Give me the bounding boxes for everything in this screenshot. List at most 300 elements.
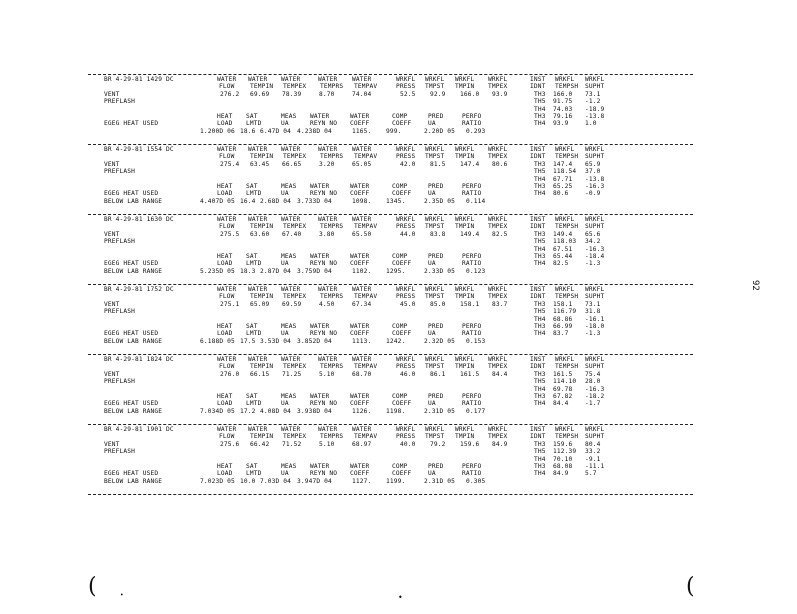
- col-header: WATER: [281, 356, 301, 363]
- col-header: SAT: [246, 113, 258, 120]
- col-header: WATER: [281, 76, 301, 83]
- col-header: WATER: [350, 463, 370, 470]
- col-subheader: TEMPIN: [250, 363, 274, 371]
- col-header: WATER: [310, 323, 330, 330]
- data-value: 44.0: [400, 230, 416, 238]
- inst-value: TH5: [534, 238, 546, 246]
- data-value: 69.59: [282, 300, 302, 308]
- data-value: 1102.: [352, 267, 372, 275]
- data-value: 7.034D 05: [200, 407, 235, 415]
- data-value: 45.0: [400, 300, 416, 308]
- inst-value: 70.10: [553, 455, 573, 463]
- dashed-rule: [88, 144, 693, 145]
- data-value: 71.25: [282, 370, 302, 378]
- col-subheader: TMPEX: [488, 153, 508, 161]
- data-value: 84.9: [492, 440, 508, 448]
- col-header: PRED: [428, 183, 444, 190]
- col-subheader: TEMPAV: [354, 83, 378, 91]
- row-label: VENT: [104, 160, 120, 168]
- inst-value: TH4: [534, 175, 546, 183]
- inst-value: TH3: [534, 300, 546, 308]
- col-header: SAT: [246, 253, 258, 260]
- col-header: WRKFL: [425, 76, 445, 83]
- inst-value: 166.0: [553, 90, 573, 98]
- inst-value: TH3: [534, 230, 546, 238]
- row-label: PREFLASH: [104, 168, 136, 176]
- dashed-rule: [88, 284, 693, 285]
- col-subheader: TMPEX: [488, 363, 508, 371]
- data-value: 63.45: [250, 160, 270, 168]
- data-value: 4.407D 05: [200, 197, 235, 205]
- col-subheader: COEFF: [392, 260, 412, 268]
- col-header: WATER: [318, 216, 338, 223]
- col-header: WATER: [248, 76, 268, 83]
- col-subheader: TMPEX: [488, 83, 508, 91]
- col-header: WRKFL: [396, 76, 416, 83]
- inst-value: TH3: [534, 440, 546, 448]
- inst-value: 65.25: [553, 183, 573, 190]
- data-value: 16.4: [240, 197, 256, 205]
- col-subheader: TEMPSH: [555, 223, 579, 231]
- inst-value: 83.7: [553, 330, 569, 338]
- data-value: 65.09: [250, 300, 270, 308]
- inst-value: -18.0: [585, 323, 605, 330]
- inst-value: TH4: [534, 400, 546, 408]
- col-subheader: LOAD: [217, 190, 233, 198]
- row-label: EGEG HEAT USED: [104, 400, 159, 408]
- col-header: WATER: [310, 393, 330, 400]
- col-subheader: COEFF: [350, 470, 370, 478]
- col-header: WRKFL: [425, 216, 445, 223]
- col-subheader: SUPHT: [585, 293, 605, 301]
- col-subheader: TMPIN: [455, 363, 475, 371]
- col-header: WATER: [281, 426, 301, 433]
- col-subheader: UA: [428, 260, 436, 268]
- col-subheader: RATIO: [462, 470, 482, 478]
- data-value: 86.1: [430, 370, 446, 378]
- col-subheader: TMPIN: [455, 433, 475, 441]
- data-value: 17.2: [240, 407, 256, 415]
- col-header: WATER: [217, 216, 237, 223]
- inst-value: -13.8: [585, 113, 605, 120]
- col-header: WRKFL: [555, 216, 575, 223]
- data-value: 2.20D 05: [424, 127, 456, 135]
- col-subheader: TEMPRS: [320, 363, 344, 371]
- inst-value: 161.5: [553, 370, 573, 378]
- data-value: 8.70: [319, 90, 335, 98]
- col-header: WRKFL: [555, 356, 575, 363]
- data-value: 4.50: [319, 300, 335, 308]
- col-header: INST: [530, 216, 546, 223]
- col-header: WRKFL: [425, 356, 445, 363]
- inst-value: 65.44: [553, 253, 573, 260]
- inst-value: 67.82: [553, 393, 573, 400]
- col-header: INST: [530, 146, 546, 153]
- col-header: WRKFL: [488, 76, 508, 83]
- inst-value: 116.79: [553, 308, 577, 316]
- col-header: WATER: [318, 426, 338, 433]
- col-header: WRKFL: [455, 216, 475, 223]
- data-value: 0.114: [466, 197, 486, 205]
- data-value: 3.20: [319, 160, 335, 168]
- col-subheader: TEMPRS: [320, 223, 344, 231]
- col-subheader: TEMPEX: [283, 153, 307, 161]
- row-label: BELOW LAB RANGE: [104, 197, 163, 205]
- data-value: 1165.: [352, 127, 372, 135]
- col-subheader: LMTD: [246, 190, 262, 198]
- col-subheader: SUPHT: [585, 83, 605, 91]
- dashed-rule: [88, 424, 693, 425]
- col-header: WATER: [281, 216, 301, 223]
- inst-value: 74.03: [553, 105, 573, 113]
- col-subheader: TEMPEX: [283, 83, 307, 91]
- col-header: HEAT: [217, 463, 233, 470]
- data-value: 6.47D 04: [260, 127, 292, 135]
- inst-value: 84.4: [553, 400, 569, 408]
- col-header: HEAT: [217, 253, 233, 260]
- data-value: 0.305: [466, 477, 486, 485]
- col-subheader: LOAD: [217, 120, 233, 128]
- data-value: 83.7: [492, 300, 508, 308]
- col-header: SAT: [246, 393, 258, 400]
- col-header: WRKFL: [425, 146, 445, 153]
- col-subheader: SUPHT: [585, 223, 605, 231]
- inst-value: TH4: [534, 190, 546, 198]
- data-value: 10.0: [240, 477, 256, 485]
- col-header: INST: [530, 356, 546, 363]
- col-header: WRKFL: [555, 286, 575, 293]
- col-header: WRKFL: [585, 426, 605, 433]
- col-header: WRKFL: [396, 146, 416, 153]
- row-label: VENT: [104, 230, 120, 238]
- col-subheader: LOAD: [217, 470, 233, 478]
- col-subheader: COEFF: [350, 120, 370, 128]
- inst-value: 114.10: [553, 378, 577, 386]
- data-value: 276.2: [220, 90, 240, 98]
- col-subheader: LMTD: [246, 260, 262, 268]
- col-header: PERFO: [462, 113, 482, 120]
- col-subheader: LMTD: [246, 330, 262, 338]
- col-header: WRKFL: [488, 356, 508, 363]
- inst-value: -0.9: [585, 190, 601, 198]
- col-subheader: UA: [281, 470, 289, 478]
- col-subheader: IDNT: [530, 83, 546, 91]
- data-value: 84.4: [492, 370, 508, 378]
- col-header: INST: [530, 76, 546, 83]
- col-header: PERFO: [462, 323, 482, 330]
- col-subheader: TEMPIN: [250, 83, 274, 91]
- data-value: 1127.: [352, 477, 372, 485]
- data-value: 161.5: [460, 370, 480, 378]
- inst-value: 79.16: [553, 113, 573, 120]
- col-subheader: REYN NO: [310, 190, 338, 198]
- col-subheader: LOAD: [217, 260, 233, 268]
- inst-value: -1.7: [585, 400, 601, 408]
- row-label: PREFLASH: [104, 378, 136, 386]
- inst-value: TH5: [534, 98, 546, 106]
- col-header: WRKFL: [585, 216, 605, 223]
- col-subheader: TEMPSH: [555, 83, 579, 91]
- inst-value: 28.0: [585, 378, 601, 386]
- data-value: 65.05: [352, 160, 372, 168]
- data-value: 4.238D 04: [297, 127, 332, 135]
- inst-value: 112.39: [553, 448, 577, 456]
- data-value: 74.04: [352, 90, 372, 98]
- col-subheader: TMPIN: [455, 293, 475, 301]
- col-header: COMP: [392, 183, 408, 190]
- col-header: COMP: [392, 323, 408, 330]
- inst-value: TH3: [534, 113, 546, 120]
- col-header: HEAT: [217, 323, 233, 330]
- inst-value: -1.3: [585, 330, 601, 338]
- row-label: EGEG HEAT USED: [104, 120, 159, 128]
- data-value: 69.69: [250, 90, 270, 98]
- data-value: 3.733D 04: [297, 197, 332, 205]
- col-subheader: REYN NO: [310, 470, 338, 478]
- col-header: WATER: [352, 286, 372, 293]
- punch-hole-left: (: [88, 574, 97, 599]
- col-subheader: TEMPRS: [320, 293, 344, 301]
- data-value: 18.3: [240, 267, 256, 275]
- col-subheader: COEFF: [392, 120, 412, 128]
- col-subheader: TEMPEX: [283, 363, 307, 371]
- data-value: 149.4: [460, 230, 480, 238]
- page-number: 92: [750, 280, 760, 291]
- data-value: 3.759D 04: [297, 267, 332, 275]
- inst-value: 82.5: [553, 260, 569, 268]
- inst-value: 73.1: [585, 90, 601, 98]
- data-value: 79.2: [430, 440, 446, 448]
- inst-value: -1.2: [585, 98, 601, 106]
- data-value: 147.4: [460, 160, 480, 168]
- col-header: WRKFL: [455, 76, 475, 83]
- col-header: MEAS: [281, 393, 297, 400]
- col-header: INST: [530, 286, 546, 293]
- col-header: WATER: [352, 76, 372, 83]
- data-value: 7.03D 04: [260, 477, 292, 485]
- col-header: WRKFL: [455, 356, 475, 363]
- dashed-rule: [88, 354, 693, 355]
- col-header: WRKFL: [396, 356, 416, 363]
- col-subheader: TEMPSH: [555, 293, 579, 301]
- col-header: WATER: [352, 216, 372, 223]
- inst-value: TH3: [534, 463, 546, 470]
- col-header: WATER: [318, 146, 338, 153]
- data-value: 78.39: [282, 90, 302, 98]
- col-header: WATER: [217, 426, 237, 433]
- col-header: PERFO: [462, 393, 482, 400]
- inst-value: 73.1: [585, 300, 601, 308]
- col-subheader: IDNT: [530, 363, 546, 371]
- data-value: 275.6: [220, 440, 240, 448]
- col-header: WRKFL: [555, 146, 575, 153]
- col-subheader: TMPIN: [455, 223, 475, 231]
- inst-value: 1.0: [585, 120, 597, 128]
- col-subheader: TEMPSH: [555, 433, 579, 441]
- punch-hole-right: (: [686, 574, 695, 599]
- inst-value: 65.6: [585, 230, 601, 238]
- inst-value: TH3: [534, 183, 546, 190]
- inst-value: 33.2: [585, 448, 601, 456]
- col-header: WATER: [352, 426, 372, 433]
- inst-value: -18.4: [585, 253, 605, 260]
- col-header: WRKFL: [396, 286, 416, 293]
- data-value: 1113.: [352, 337, 372, 345]
- run-id: BR 4-29-81 1901 DC: [104, 426, 174, 433]
- run-id: BR 4-29-81 1824 DC: [104, 356, 174, 363]
- col-subheader: TEMPRS: [320, 153, 344, 161]
- row-label: EGEG HEAT USED: [104, 260, 159, 268]
- col-header: WRKFL: [585, 356, 605, 363]
- data-value: 93.9: [492, 90, 508, 98]
- data-value: 275.4: [220, 160, 240, 168]
- inst-value: TH3: [534, 393, 546, 400]
- data-value: 158.1: [460, 300, 480, 308]
- col-header: PRED: [428, 323, 444, 330]
- row-label: EGEG HEAT USED: [104, 470, 159, 478]
- inst-value: 34.2: [585, 238, 601, 246]
- col-header: WRKFL: [396, 426, 416, 433]
- inst-value: TH5: [534, 308, 546, 316]
- col-header: WATER: [310, 253, 330, 260]
- inst-value: 65.9: [585, 160, 601, 168]
- col-header: WRKFL: [425, 286, 445, 293]
- data-value: 67.34: [352, 300, 372, 308]
- data-value: 68.97: [352, 440, 372, 448]
- col-subheader: RATIO: [462, 260, 482, 268]
- col-subheader: TMPIN: [455, 153, 475, 161]
- speck: •: [398, 593, 403, 602]
- col-header: WRKFL: [488, 286, 508, 293]
- col-header: COMP: [392, 253, 408, 260]
- data-value: 0.123: [466, 267, 486, 275]
- col-subheader: COEFF: [350, 330, 370, 338]
- data-value: 66.15: [250, 370, 270, 378]
- col-header: HEAT: [217, 113, 233, 120]
- data-value: 66.42: [250, 440, 270, 448]
- col-subheader: UA: [428, 330, 436, 338]
- col-subheader: UA: [281, 330, 289, 338]
- inst-value: -16.3: [585, 245, 605, 253]
- col-subheader: TMPST: [425, 363, 445, 371]
- col-subheader: TMPEX: [488, 223, 508, 231]
- inst-value: 31.8: [585, 308, 601, 316]
- inst-value: TH5: [534, 168, 546, 176]
- col-header: PERFO: [462, 253, 482, 260]
- inst-value: TH3: [534, 253, 546, 260]
- dashed-rule: [88, 74, 693, 75]
- col-header: WRKFL: [488, 146, 508, 153]
- col-header: WRKFL: [455, 286, 475, 293]
- col-header: PRED: [428, 463, 444, 470]
- col-header: WATER: [318, 76, 338, 83]
- col-header: WATER: [248, 286, 268, 293]
- data-value: 18.6: [240, 127, 256, 135]
- col-subheader: FLOW: [219, 83, 235, 91]
- col-subheader: UA: [281, 120, 289, 128]
- data-value: 3.852D 04: [297, 337, 332, 345]
- col-header: MEAS: [281, 253, 297, 260]
- data-value: 66.65: [282, 160, 302, 168]
- run-id: BR 4-29-81 1630 DC: [104, 216, 174, 223]
- data-value: 1198.: [386, 407, 406, 415]
- col-subheader: LMTD: [246, 400, 262, 408]
- run-id: BR 4-29-81 1554 DC: [104, 146, 174, 153]
- inst-value: 149.4: [553, 230, 573, 238]
- inst-value: 68.86: [553, 315, 573, 323]
- col-subheader: TEMPAV: [354, 293, 378, 301]
- data-value: 46.0: [400, 370, 416, 378]
- col-header: WATER: [248, 216, 268, 223]
- col-subheader: SUPHT: [585, 363, 605, 371]
- inst-value: -16.3: [585, 183, 605, 190]
- row-label: PREFLASH: [104, 448, 136, 456]
- data-value: 0.177: [466, 407, 486, 415]
- col-subheader: COEFF: [392, 190, 412, 198]
- col-header: WATER: [310, 183, 330, 190]
- col-header: WRKFL: [555, 426, 575, 433]
- inst-value: TH4: [534, 245, 546, 253]
- inst-value: TH5: [534, 378, 546, 386]
- col-subheader: PRESS: [396, 433, 416, 441]
- col-subheader: FLOW: [219, 433, 235, 441]
- col-subheader: LOAD: [217, 400, 233, 408]
- col-header: COMP: [392, 463, 408, 470]
- inst-value: -9.1: [585, 455, 601, 463]
- data-value: 3.938D 04: [297, 407, 332, 415]
- inst-value: -18.2: [585, 393, 605, 400]
- inst-value: 84.9: [553, 470, 569, 478]
- inst-value: TH4: [534, 385, 546, 393]
- data-value: 3.80: [319, 230, 335, 238]
- col-subheader: IDNT: [530, 433, 546, 441]
- col-subheader: RATIO: [462, 190, 482, 198]
- col-header: WATER: [248, 426, 268, 433]
- data-value: 999.: [386, 127, 402, 135]
- data-value: 3.53D 04: [260, 337, 292, 345]
- col-subheader: REYN NO: [310, 330, 338, 338]
- col-subheader: UA: [281, 400, 289, 408]
- col-subheader: TMPEX: [488, 433, 508, 441]
- inst-value: 93.9: [553, 120, 569, 128]
- data-value: 276.0: [220, 370, 240, 378]
- data-value: 3.947D 04: [297, 477, 332, 485]
- col-header: SAT: [246, 323, 258, 330]
- col-header: WRKFL: [396, 216, 416, 223]
- col-subheader: LOAD: [217, 330, 233, 338]
- data-value: 2.87D 04: [260, 267, 292, 275]
- inst-value: TH3: [534, 160, 546, 168]
- col-subheader: PRESS: [396, 153, 416, 161]
- data-value: 5.235D 05: [200, 267, 235, 275]
- col-subheader: IDNT: [530, 293, 546, 301]
- col-subheader: COEFF: [350, 400, 370, 408]
- data-value: 42.0: [400, 160, 416, 168]
- row-label: PREFLASH: [104, 238, 136, 246]
- col-header: WRKFL: [585, 146, 605, 153]
- data-value: 68.70: [352, 370, 372, 378]
- data-value: 52.5: [400, 90, 416, 98]
- col-subheader: COEFF: [350, 190, 370, 198]
- inst-value: TH3: [534, 90, 546, 98]
- col-subheader: FLOW: [219, 153, 235, 161]
- col-header: WATER: [281, 286, 301, 293]
- col-subheader: TEMPAV: [354, 223, 378, 231]
- col-subheader: IDNT: [530, 223, 546, 231]
- data-value: 82.5: [492, 230, 508, 238]
- col-subheader: TMPIN: [455, 83, 475, 91]
- col-header: WATER: [350, 183, 370, 190]
